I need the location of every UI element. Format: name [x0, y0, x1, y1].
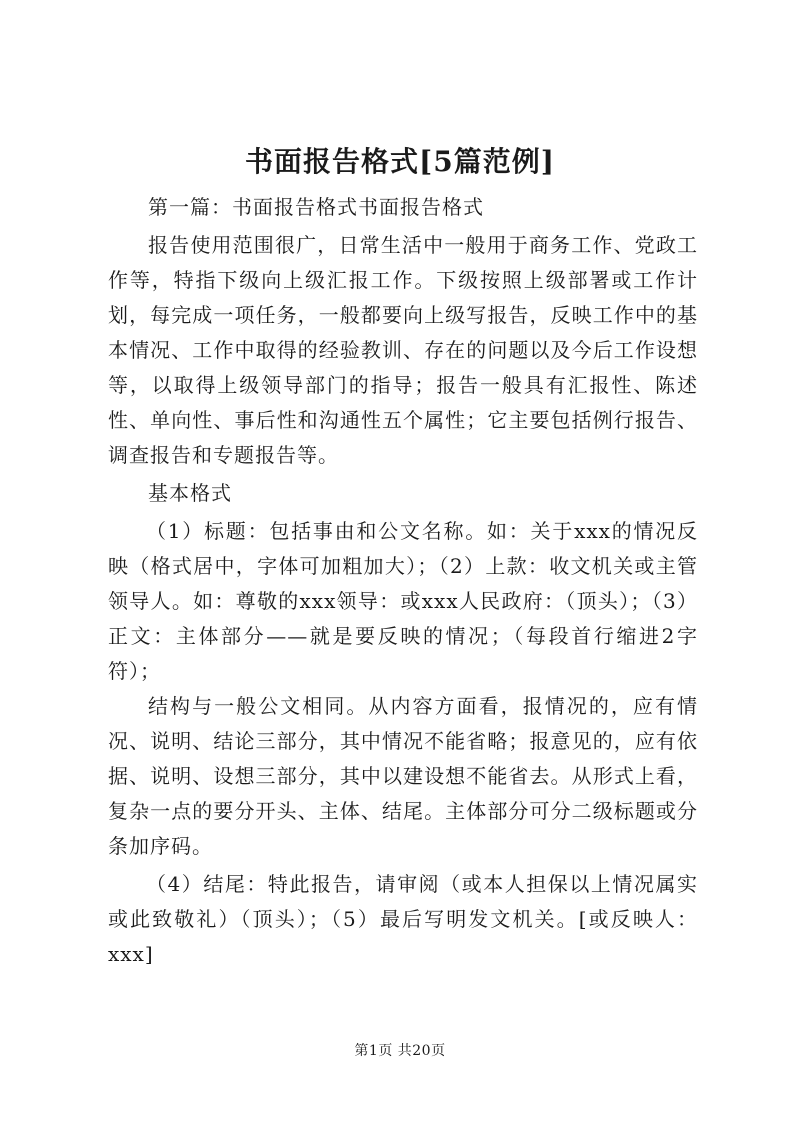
- document-body: [108, 190, 698, 972]
- paragraph-format-items: （1）标题：包括事由和公文名称。如：关于xxx的情况反映（格式居中，字体可加粗加大）；（2）上款：收文机关或主管领导人。如：尊敬的xxx领导：或xxx人民政府：（顶头）；（3）正文：主体部分——就是要反映的情况；（每段首行缩进2字符）；: [108, 519, 698, 683]
- paragraph-ending: （4）结尾：特此报告，请审阅（或本人担保以上情况属实或此致敬礼）（顶头）；（5）最后写明发文机关。[或反映人：xxx]: [108, 872, 698, 966]
- subheading-basic-format: 基本格式: [148, 481, 232, 505]
- paragraph-intro: 报告使用范围很广，日常生活中一般用于商务工作、党政工作等，特指下级向上级汇报工作。下级按照上级部署或工作计划，每完成一项任务，一般都要向上级写报告，反映工作中的基本情况、工作中取得的经验教训、存在的问题以及今后工作设想等，以取得上级领导部门的指导；报告一般具有汇报性、陈述性、单向性、事后性和沟通性五个属性；它主要包括例行报告、调查报告和专题报告等。: [108, 233, 698, 467]
- paragraph-structure: 结构与一般公文相同。从内容方面看，报情况的，应有情况、说明、结论三部分，其中情况不能省略；报意见的，应有依据、说明、设想三部分，其中以建设想不能省去。从形式上看，复杂一点的要分开头、主体、结尾。主体部分可分二级标题或分条加序码。: [108, 694, 698, 858]
- page-footer: 第1页 共20页: [354, 1043, 446, 1059]
- document-title: 书面报告格式[5篇范例]: [245, 145, 555, 178]
- section-heading: 第一篇：书面报告格式书面报告格式: [148, 195, 484, 219]
